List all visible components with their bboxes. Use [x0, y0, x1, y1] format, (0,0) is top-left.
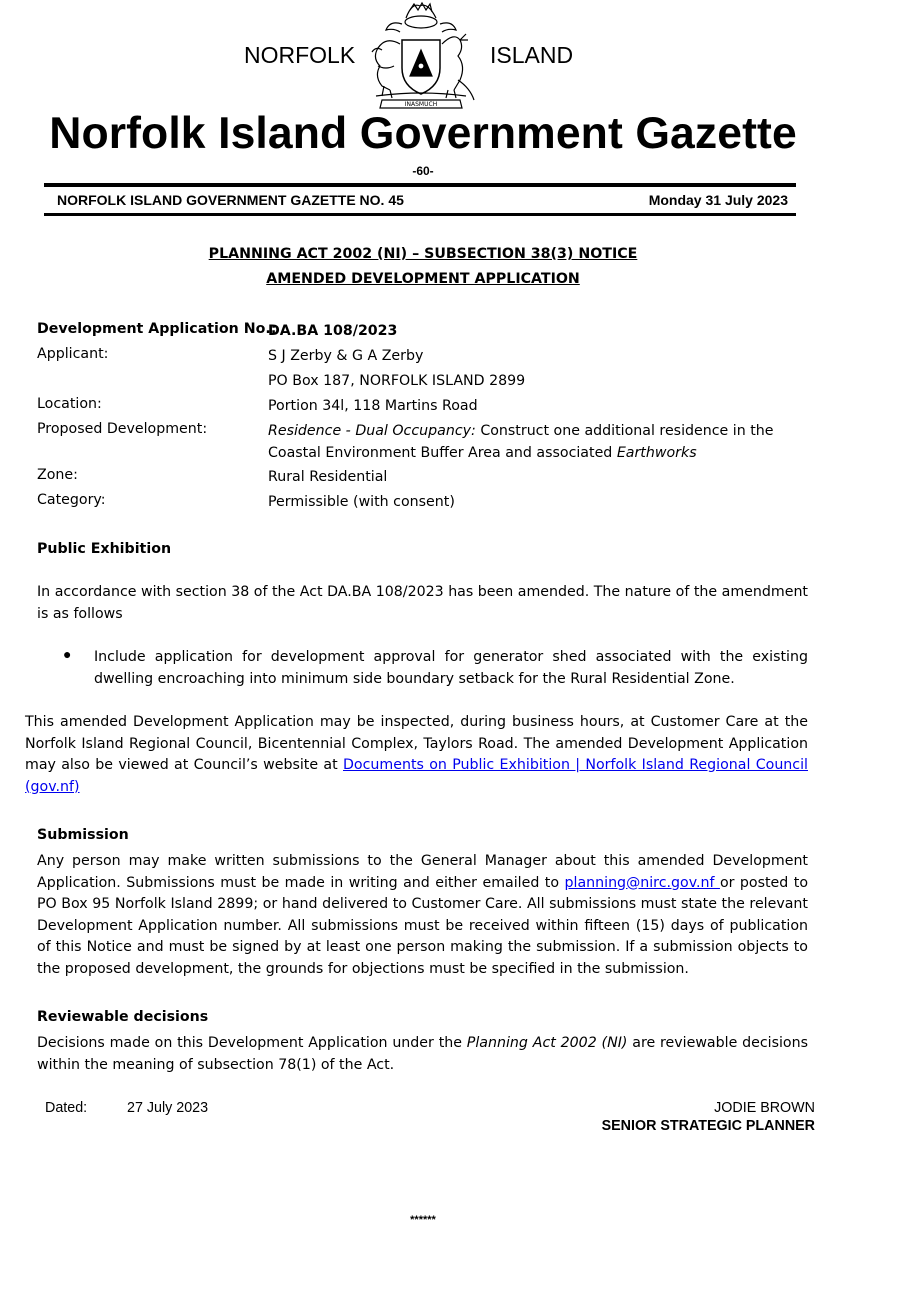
category-label: Category:	[37, 492, 106, 508]
applicant-address: PO Box 187, NORFOLK ISLAND 2899	[268, 373, 526, 389]
gazette-date: Monday 31 July 2023	[648, 192, 788, 208]
zone-label: Zone:	[37, 467, 78, 483]
public-exhibition-intro: In accordance with section 38 of the Act DA.BA 108/2023 has been amended. The nature of the amendment is as follows	[37, 584, 808, 622]
proposed-development-earthworks: Earthworks	[616, 444, 697, 461]
dated-label: Dated:	[45, 1100, 88, 1116]
masthead-left-word: NORFOLK	[244, 42, 356, 68]
end-marker: ******	[410, 1214, 436, 1226]
submission-heading: Submission	[37, 827, 129, 843]
reviewable-text-before: Decisions made on this Development Application under the	[37, 1035, 467, 1051]
da-number-label: Development Application No.:	[37, 321, 277, 337]
submission-text-before: Any person may make written submissions to the General Manager about this amended Development Application. Submissions must be made in writing and either emailed to	[37, 853, 808, 891]
reviewable-text-after: are reviewable decisions within the meaning of subsection 78(1) of the Act.	[37, 1035, 808, 1073]
signatory-name: JODIE BROWN	[714, 1100, 815, 1116]
proposed-development-value	[268, 421, 808, 464]
applicant-name: S J Zerby & G A Zerby	[268, 348, 424, 364]
public-exhibition-heading: Public Exhibition	[37, 541, 172, 557]
gazette-title: Norfolk Island Government Gazette	[49, 109, 797, 158]
location-label: Location:	[37, 396, 102, 412]
masthead-right-word: ISLAND	[490, 42, 574, 68]
da-number-value: DA.BA 108/2023	[268, 323, 398, 339]
reviewable-decisions-paragraph	[37, 1033, 808, 1076]
page-number: -60-	[412, 164, 434, 178]
signatory-title: SENIOR STRATEGIC PLANNER	[601, 1118, 815, 1134]
submission-paragraph	[37, 851, 808, 980]
planning-act-title: Planning Act 2002 (NI)	[466, 1035, 628, 1051]
masthead-rule-bottom	[44, 213, 796, 216]
masthead-rule-top	[44, 183, 796, 187]
zone-value: Rural Residential	[268, 469, 388, 485]
submission-text-after: or posted to PO Box 95 Norfolk Island 2899; or hand delivered to Customer Care. All submissions must state the relevant Development Application number. All submissions must be received within fifteen (15) days of publication of this Notice and must be signed by at least one person making the submission. If a submission objects to the proposed development, the grounds for objections must be specified in the submission.	[37, 874, 808, 977]
gazette-number: NORFOLK ISLAND GOVERNMENT GAZETTE NO. 45	[57, 192, 404, 208]
bullet-icon: ●	[63, 648, 72, 663]
location-value: Portion 34l, 118 Martins Road	[268, 398, 478, 414]
dated-value: 27 July 2023	[127, 1100, 209, 1116]
inspection-text: This amended Development Application may be inspected, during business hours, at Customer Care at the Norfolk Island Regional Council, Bicentennial Complex, Taylors Road. The amended Development Application may also be viewed at Council’s website at	[25, 714, 808, 773]
applicant-label: Applicant:	[37, 346, 109, 362]
proposed-development-label: Proposed Development:	[37, 421, 208, 437]
public-exhibition-link[interactable]: Documents on Public Exhibition | Norfolk Island Regional Council (gov.nf)	[25, 757, 808, 795]
reviewable-decisions-heading: Reviewable decisions	[37, 1009, 209, 1025]
crest-motto: INASMUCH	[404, 101, 438, 108]
category-value: Permissible (with consent)	[268, 494, 455, 510]
coat-of-arms-crest-icon	[360, 0, 482, 110]
proposed-development-description: Construct one additional residence in the Coastal Environment Buffer Area and associated	[268, 423, 774, 461]
proposed-development-type: Residence - Dual Occupancy:	[268, 423, 476, 439]
planning-email-link[interactable]: planning@nirc.gov.nf	[564, 874, 720, 891]
inspection-paragraph	[25, 712, 808, 798]
notice-heading-line2: AMENDED DEVELOPMENT APPLICATION	[266, 271, 580, 287]
notice-heading-line1: PLANNING ACT 2002 (NI) – SUBSECTION 38(3) NOTICE	[208, 246, 638, 262]
amendment-bullet-item: Include application for development approval for generator shed associated with the existing dwelling encroaching into minimum side boundary setback for the Rural Residential Zone.	[94, 649, 808, 687]
